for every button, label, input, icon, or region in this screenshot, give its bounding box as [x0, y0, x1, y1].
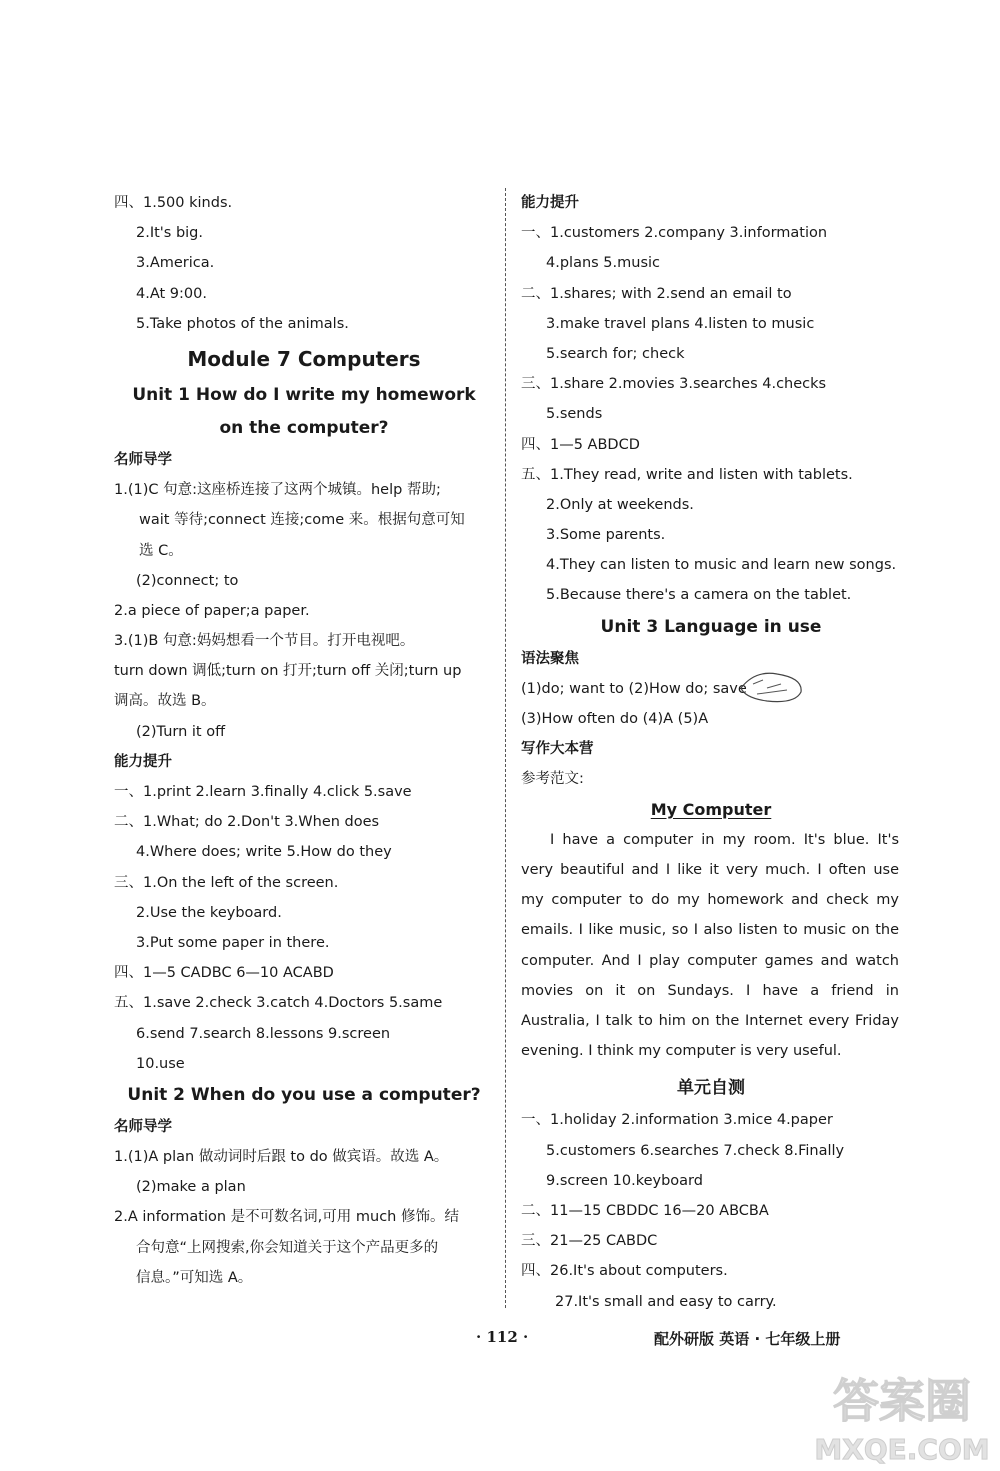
answer-line: 3.America. — [136, 255, 215, 272]
svg-text:答案圈: 答案圈 — [833, 1374, 971, 1428]
answer-line: 信息。”可知选 A。 — [136, 1269, 253, 1286]
section-heading: 能力提升 — [114, 753, 172, 770]
answer-line: 参考范文: — [521, 771, 584, 788]
answer-line: 5.Take photos of the animals. — [136, 315, 349, 332]
answer-line: 2.a piece of paper;a paper. — [114, 602, 310, 619]
section-heading: 名师导学 — [114, 1118, 172, 1135]
answer-line: 1.(1)C 句意:这座桥连接了这两个城镇。help 帮助; — [114, 482, 441, 499]
answer-line: (2)make a plan — [136, 1179, 246, 1196]
answer-line: 5.customers 6.searches 7.check 8.Finally — [546, 1142, 845, 1159]
section-heading: 能力提升 — [521, 195, 579, 211]
module-heading: Module 7 Computers — [187, 346, 421, 371]
answer-line: 三、1.On the left of the screen. — [114, 874, 339, 891]
answer-line: 3.Put some paper in there. — [136, 934, 330, 951]
section-heading: 语法聚焦 — [521, 650, 579, 667]
answer-line: 3.make travel plans 4.listen to music — [546, 315, 815, 332]
answer-line: 二、1.What; do 2.Don't 3.When does — [114, 814, 380, 831]
column-divider — [505, 188, 506, 1308]
answer-line: (3)How often do (4)A (5)A — [521, 711, 709, 727]
answer-line: 2.A information 是不可数名词,可用 much 修饰。结 — [114, 1209, 459, 1226]
site-watermark-logo — [812, 1355, 992, 1467]
right-top-section — [521, 188, 901, 795]
answer-line: 2.Use the keyboard. — [136, 904, 282, 921]
answer-line: 一、1.holiday 2.information 3.mice 4.paper — [521, 1112, 833, 1129]
answer-line: 5.sends — [546, 406, 603, 423]
answer-line: 4.Where does; write 5.How do they — [136, 844, 392, 861]
essay-title: My Computer — [650, 799, 772, 819]
answer-line: 4.They can listen to music and learn new songs. — [546, 557, 897, 574]
answer-line: 二、1.shares; with 2.send an email to — [521, 285, 792, 302]
answer-line: 四、1—5 ABDCD — [521, 436, 640, 453]
answer-line: 二、11—15 CBDDC 16—20 ABCBA — [521, 1202, 769, 1219]
answer-line: 2.It's big. — [136, 225, 203, 242]
answer-line: (2)connect; to — [136, 572, 239, 589]
section-heading: 名师导学 — [114, 451, 172, 468]
answer-line: 4.plans 5.music — [546, 255, 661, 272]
answer-line: 27.It's small and easy to carry. — [555, 1293, 777, 1310]
answer-line: 五、1.They read, write and listen with tablets. — [521, 466, 853, 483]
answer-line: (2)Turn it off — [136, 723, 226, 740]
svg-text:MXQE.COM: MXQE.COM — [814, 1433, 990, 1466]
answer-line: 调高。故选 B。 — [114, 693, 216, 710]
unit-heading: Unit 1 How do I write my homework — [132, 384, 476, 405]
answer-line: turn down 调低;turn on 打开;turn off 关闭;turn up — [114, 663, 462, 680]
answer-line: 四、1—5 CADBC 6—10 ACABD — [114, 965, 334, 982]
page-footer — [0, 1328, 1000, 1352]
right-column — [521, 188, 901, 1317]
answer-line: 一、1.customers 2.company 3.information — [521, 225, 828, 242]
answer-line: 1.(1)A plan 做动词时后跟 to do 做宾语。故选 A。 — [114, 1149, 449, 1166]
answer-line: 5.Because there's a camera on the tablet. — [546, 587, 852, 604]
answer-line: 9.screen 10.keyboard — [546, 1172, 703, 1189]
answer-line: 选 C。 — [139, 542, 183, 559]
answer-line: 10.use — [136, 1055, 185, 1072]
answer-line: 5.search for; check — [546, 345, 685, 362]
answer-line: 3.(1)B 句意:妈妈想看一个节目。打开电视吧。 — [114, 633, 415, 650]
answer-line: 一、1.print 2.learn 3.finally 4.click 5.save — [114, 784, 412, 800]
section-heading: 写作大本营 — [521, 741, 594, 758]
unit-heading: Unit 3 Language in use — [600, 616, 822, 637]
answer-line: 4.At 9:00. — [136, 285, 207, 302]
answer-line: 三、1.share 2.movies 3.searches 4.checks — [521, 376, 827, 393]
essay-body: I have a computer in my room. It's blue. It's very beautiful and I like it very much. I often use my computer to do my homework and check my emails. I like music, so I also listen to music on the computer. And I play computer games and watch movies on it on Sundays. I have a friend in Australia, I talk to him on the Internet every Friday evening. I think my computer is very useful. — [521, 831, 899, 1060]
unit-heading: 单元自测 — [677, 1078, 745, 1099]
answer-line: 四、26.It's about computers. — [521, 1263, 728, 1280]
unit-heading: Unit 2 When do you use a computer? — [127, 1084, 481, 1105]
answer-line: 五、1.save 2.check 3.catch 4.Doctors 5.same — [114, 995, 443, 1012]
unit-heading: on the computer? — [219, 417, 389, 438]
answer-line: 四、1.500 kinds. — [114, 195, 233, 211]
left-column — [114, 188, 494, 1293]
right-bottom-section — [521, 1072, 901, 1316]
answer-line: wait 等待;connect 连接;come 来。根据句意可知 — [139, 512, 465, 529]
answer-line: 2.Only at weekends. — [546, 496, 694, 513]
answer-line: 6.send 7.search 8.lessons 9.screen — [136, 1025, 391, 1042]
answer-line: (1)do; want to (2)How do; save — [521, 680, 747, 697]
page-number: · 112 · — [476, 1328, 529, 1346]
answer-line: 三、21—25 CABDC — [521, 1233, 658, 1250]
book-title: 配外研版 英语 · 七年级上册 — [654, 1330, 841, 1348]
ink-stamp-mark — [737, 668, 807, 706]
answer-line: 合句意“上网搜索,你会知道关于这个产品更多的 — [136, 1239, 439, 1256]
answer-line: 3.Some parents. — [546, 527, 666, 544]
